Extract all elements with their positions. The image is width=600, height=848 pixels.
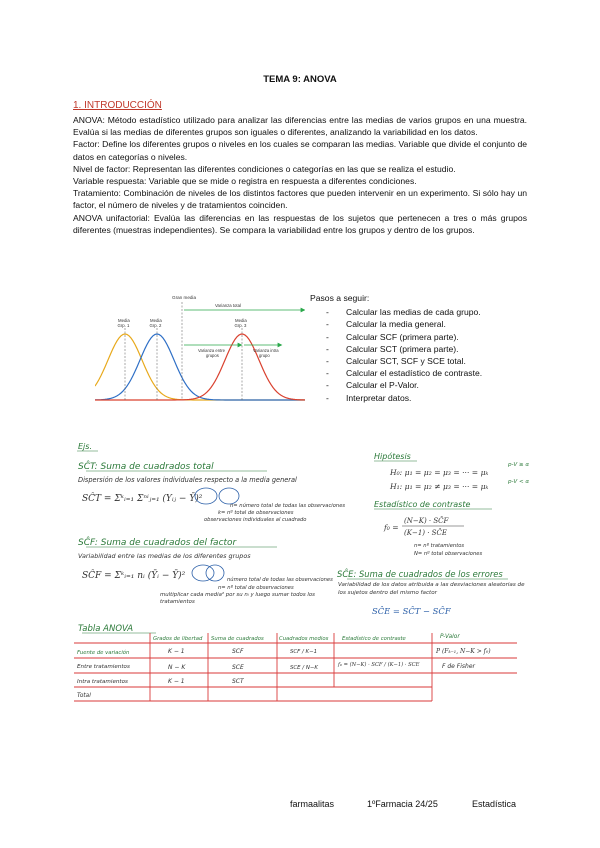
sct-description: Dispersión de los valores individuales respecto a la media general: [78, 476, 297, 484]
sct-note-n: n= número total de todas las observaciones: [230, 503, 346, 509]
scf-title: SĈF: Suma de cuadrados del factor: [78, 538, 237, 548]
step-item: - Interpretar datos.: [326, 392, 412, 403]
group1-mean-label-2: Grp. 1: [117, 323, 130, 328]
hypothesis-h1: H₁: μ₁ = μ₂ ≠ μ₃ = ··· = μₖ: [390, 482, 489, 491]
stat-denominator: (K−1) · SĈE: [404, 529, 447, 537]
anova-header-df: Grados de libertad: [153, 636, 203, 642]
step-item: - Calcular las medias de cada grupo.: [326, 307, 481, 318]
scf-description: Variabilidad entre las medias de los diferentes grupos: [78, 552, 251, 560]
anova-row1-ms: SCF / K−1: [290, 649, 318, 655]
anova-header-stat: Estadístico de contraste: [342, 636, 406, 642]
stat-lhs: f₀ =: [384, 523, 399, 532]
sce-formula: SĈE = SĈT − SĈF: [372, 606, 451, 616]
group3-mean-label-2: Grp. 3: [234, 323, 247, 328]
scf-note-total: número total de todas las observaciones: [227, 577, 333, 583]
sce-description: Variabilidad de los datos atribuida a las desviaciones aleatorias de los sujetos dentro del mismo factor: [338, 582, 525, 596]
paragraph-anova: ANOVA: Método estadístico utilizado para analizar las diferencias entre las medias de varios grupos en una muestra. Evalúa si las medias de diferentes grupos son iguales o diferentes, analizando la variabilidad en los datos.: [73, 115, 527, 138]
anova-row2-ss: SCE: [232, 664, 244, 671]
within-variance-label-2: grupo: [259, 353, 270, 358]
anova-row1-source: Entre tratamientos: [77, 664, 130, 670]
sct-formula: SĈT = Σᵏᵢ₌₁ Σⁿⁱⱼ₌₁ (Yᵢⱼ − Ȳ)²: [82, 494, 203, 504]
anova-row2-source: Intra tratamientos: [77, 679, 128, 685]
steps-list: [310, 292, 482, 404]
group3-mean-label-1: Media: [235, 318, 247, 323]
anova-pvalue-fisher: F de Fisher: [442, 663, 475, 670]
step-item: - Calcular SCF (primera parte).: [326, 331, 459, 342]
sce-title: SĈE: Suma de cuadrados de los errores: [337, 569, 503, 579]
notes-tag: Ejs.: [78, 442, 92, 451]
scf-formula: SĈF = Σᵏᵢ₌₁ nᵢ (Ȳᵢ − Ȳ)²: [82, 571, 186, 581]
group2-mean-label-2: Grp. 2: [149, 323, 162, 328]
group3-curve: [95, 334, 305, 400]
stat-numerator: (N−K) · SĈF: [404, 517, 449, 525]
group2-mean-label-1: Media: [150, 318, 162, 323]
step-item: - Calcular el P-Valor.: [326, 380, 419, 391]
group2-curve: [95, 334, 305, 400]
variance-diagram: [95, 292, 305, 410]
paragraph-factor: Factor: Define los diferentes grupos o niveles en los cuales se comparan las medias. Variable que divide el conjunto de datos en categorías o niveles.: [73, 139, 527, 162]
anova-row3-ss: SCT: [232, 678, 244, 685]
footer-course: 1ºFarmacia 24/25: [367, 799, 438, 809]
anova-row1-ss: SCF: [232, 648, 244, 655]
intro-text: [73, 114, 527, 236]
anova-stat-formula: f₀ = (N−K) · SCF / (K−1) · SCE: [338, 662, 420, 668]
handwritten-notes: [72, 437, 534, 712]
paragraph-variable-respuesta: Variable respuesta: Variable que se mide o registra en respuesta a diferentes condiciones.: [73, 176, 417, 187]
anova-row2-ms: SCE / N−K: [290, 665, 318, 671]
anova-row2-df: N − K: [168, 664, 186, 671]
sct-note-k: k= nº total de observaciones: [218, 510, 294, 516]
total-variance-label: Varianza total: [215, 303, 241, 308]
group1-curve: [95, 334, 305, 400]
footer-subject: Estadística: [472, 799, 517, 809]
section-heading: 1. INTRODUCCIÓN: [73, 100, 162, 111]
scf-note-n: n= nº total de observaciones: [218, 585, 294, 591]
anova-row3-source: Total: [77, 693, 91, 699]
paragraph-anova-unifactorial: ANOVA unifactorial: Evalúa las diferencias en las respuestas de los sujetos que pertenecen a tres o más grupos diferentes (muestras independientes). Se compara la variabilidad entre los grupos y dentro de los grupos.: [73, 212, 527, 235]
anova-table-title: Tabla ANOVA: [78, 624, 134, 634]
step-item: - Calcular la media general.: [326, 319, 446, 330]
paragraph-nivel: Nivel de factor: Representan las diferentes condiciones o categorías en las que se realiza el estudio.: [73, 163, 456, 174]
anova-header-pvalue: P-Valor: [440, 634, 460, 640]
anova-header-ss: Suma de cuadrados: [211, 636, 264, 642]
within-variance-label-1: Varianza intra: [253, 348, 279, 353]
anova-header-source: Fuente de variación: [77, 650, 130, 656]
grand-mean-label: Gran media: [172, 295, 197, 300]
between-variance-label-2: grupos: [206, 353, 219, 358]
step-item: - Calcular SCT (primera parte).: [326, 343, 459, 354]
step-item: - Calcular SCT, SCF y SCE total.: [326, 356, 466, 367]
stat-note-k: n= nº tratamientos: [414, 543, 465, 549]
step-item: - Calcular el estadístico de contraste.: [326, 368, 483, 379]
anova-row3-df: K − 1: [168, 678, 185, 685]
anova-row1-df: K − 1: [168, 648, 185, 655]
steps-heading: Pasos a seguir:: [310, 293, 370, 303]
sct-title: SĈT: Suma de cuadrados total: [78, 462, 214, 472]
paragraph-tratamiento: Tratamiento: Combinación de niveles de los distintos factores que pueden intervenir en un experimento. Si sólo hay un factor, el número de niveles y de tratamientos coinciden.: [73, 188, 527, 211]
stat-title: Estadístico de contraste: [374, 500, 471, 509]
document-title: TEMA 9: ANOVA: [263, 74, 337, 85]
anova-pvalue-formula: P (Fₖ₋₁, N−K > f₀): [436, 648, 491, 655]
scf-note-multiply: multiplicar cada media² por su nᵢ y luego sumar todos los tratamientos: [160, 592, 315, 605]
hypothesis-note-h0: p-V ≥ α: [508, 462, 530, 468]
between-variance-label-1: Varianza entre: [198, 348, 225, 353]
hypothesis-note-h1: p-V < α: [508, 479, 530, 485]
group1-mean-label-1: Media: [118, 318, 130, 323]
sct-note-individual: observaciones individuales al cuadrado: [204, 517, 307, 523]
hypothesis-h0: H₀: μ₁ = μ₂ = μ₃ = ··· = μₖ: [390, 468, 489, 477]
stat-note-n: N= nº total observaciones: [414, 551, 483, 557]
hypothesis-title: Hipótesis: [374, 452, 411, 461]
anova-header-ms: Cuadrados medios: [279, 636, 329, 642]
footer-author: farmaalitas: [290, 799, 335, 809]
